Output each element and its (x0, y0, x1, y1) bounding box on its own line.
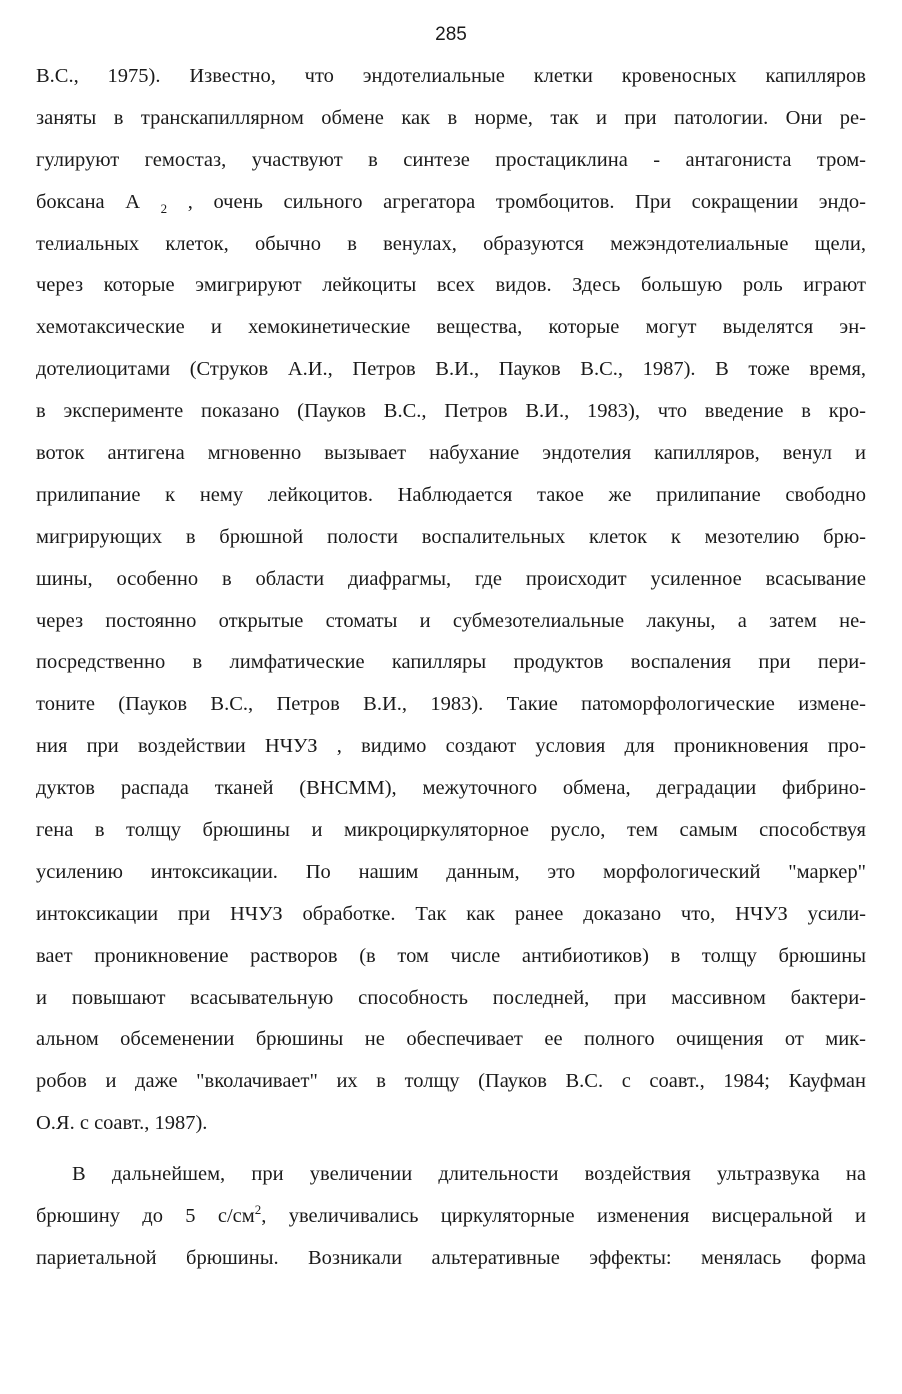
text-line: О.Я. с соавт., 1987). (36, 1112, 208, 1135)
text-line: в эксперименте показано (Пауков В.С., Петров В.И., 1983), что введение в кро- (36, 400, 866, 423)
text-line: воток антигена мгновенно вызывает набухание эндотелия капилляров, венул и (36, 442, 866, 465)
text-line: интоксикации при НЧУЗ обработке. Так как ранее доказано что, НЧУЗ усили- (36, 902, 866, 925)
page-number: 285 (435, 24, 467, 45)
text-line: ния при воздействии НЧУЗ , видимо создают условия для проникновения про- (36, 735, 866, 758)
text-line: В.С., 1975). Известно, что эндотелиальные клетки кровеносных капилляров (36, 65, 866, 87)
text-line: телиальных клеток, обычно в венулах, образуются межэндотелиальные щели, (36, 232, 866, 255)
text-line: париетальной брюшины. Возникали альтеративные эффекты: менялась форма (36, 1246, 866, 1269)
text-line: дуктов распада тканей (ВНСММ), межуточного обмена, деградации фибрино- (36, 777, 866, 800)
subscript: 2 (160, 200, 168, 216)
text-line: усилению интоксикации. По нашим данным, это морфологический "маркер" (36, 860, 866, 883)
body-paragraph-1 (36, 56, 866, 1145)
text-line: и повышают всасывательную способность последней, при массивном бактери- (36, 986, 866, 1009)
text-line: робов и даже "вколачивает" их в толщу (Пауков В.С. с соавт., 1984; Кауфман (36, 1070, 866, 1093)
superscript: 2 (254, 1202, 262, 1218)
text-line: В дальнейшем, при увеличении длительности воздействия ультразвука на (72, 1163, 866, 1185)
text-line: через которые эмигрируют лейкоциты всех видов. Здесь большую роль играют (36, 274, 866, 297)
text-line: прилипание к нему лейкоцитов. Наблюдается такое же прилипание свободно (36, 483, 866, 506)
text-line: мигрирующих в брюшной полости воспалительных клеток к мезотелию брю- (36, 525, 866, 548)
text-line: заняты в транскапиллярном обмене как в норме, так и при патологии. Они ре- (36, 106, 866, 129)
text-line: боксана А $_2$ , очень сильного агрегатора тромбоцитов. При сокращении эндо- (36, 190, 867, 216)
text-line: брюшину до 5 $с/см^2$, увеличивались циркуляторные изменения висцеральной и (36, 1202, 866, 1227)
text-line: гена в толщу брюшины и микроциркуляторное русло, тем самым способствуя (36, 819, 866, 842)
text-line: вает проникновение растворов (в том числе антибиотиков) в толщу брюшины (36, 944, 866, 967)
text-line: посредственно в лимфатические капилляры продуктов воспаления при пери- (36, 651, 866, 674)
text-line: шины, особенно в области диафрагмы, где происходит усиленное всасывание (36, 567, 866, 590)
text-line: хемотаксические и хемокинетические вещества, которые могут выделятся эн- (36, 316, 866, 339)
body-paragraph-2 (36, 1154, 866, 1280)
text-line: дотелиоцитами (Струков А.И., Петров В.И., Пауков В.С., 1987). В тоже время, (36, 358, 866, 381)
text-line: через постоянно открытые стоматы и субмезотелиальные лакуны, а затем не- (36, 609, 866, 632)
text-line: гулируют гемостаз, участвуют в синтезе простациклина - антагониста тром- (36, 148, 866, 171)
text-line: тоните (Пауков В.С., Петров В.И., 1983). Такие патоморфологические измене- (36, 693, 866, 716)
text-line: альном обсеменении брюшины не обеспечивает ее полного очищения от мик- (36, 1028, 866, 1051)
